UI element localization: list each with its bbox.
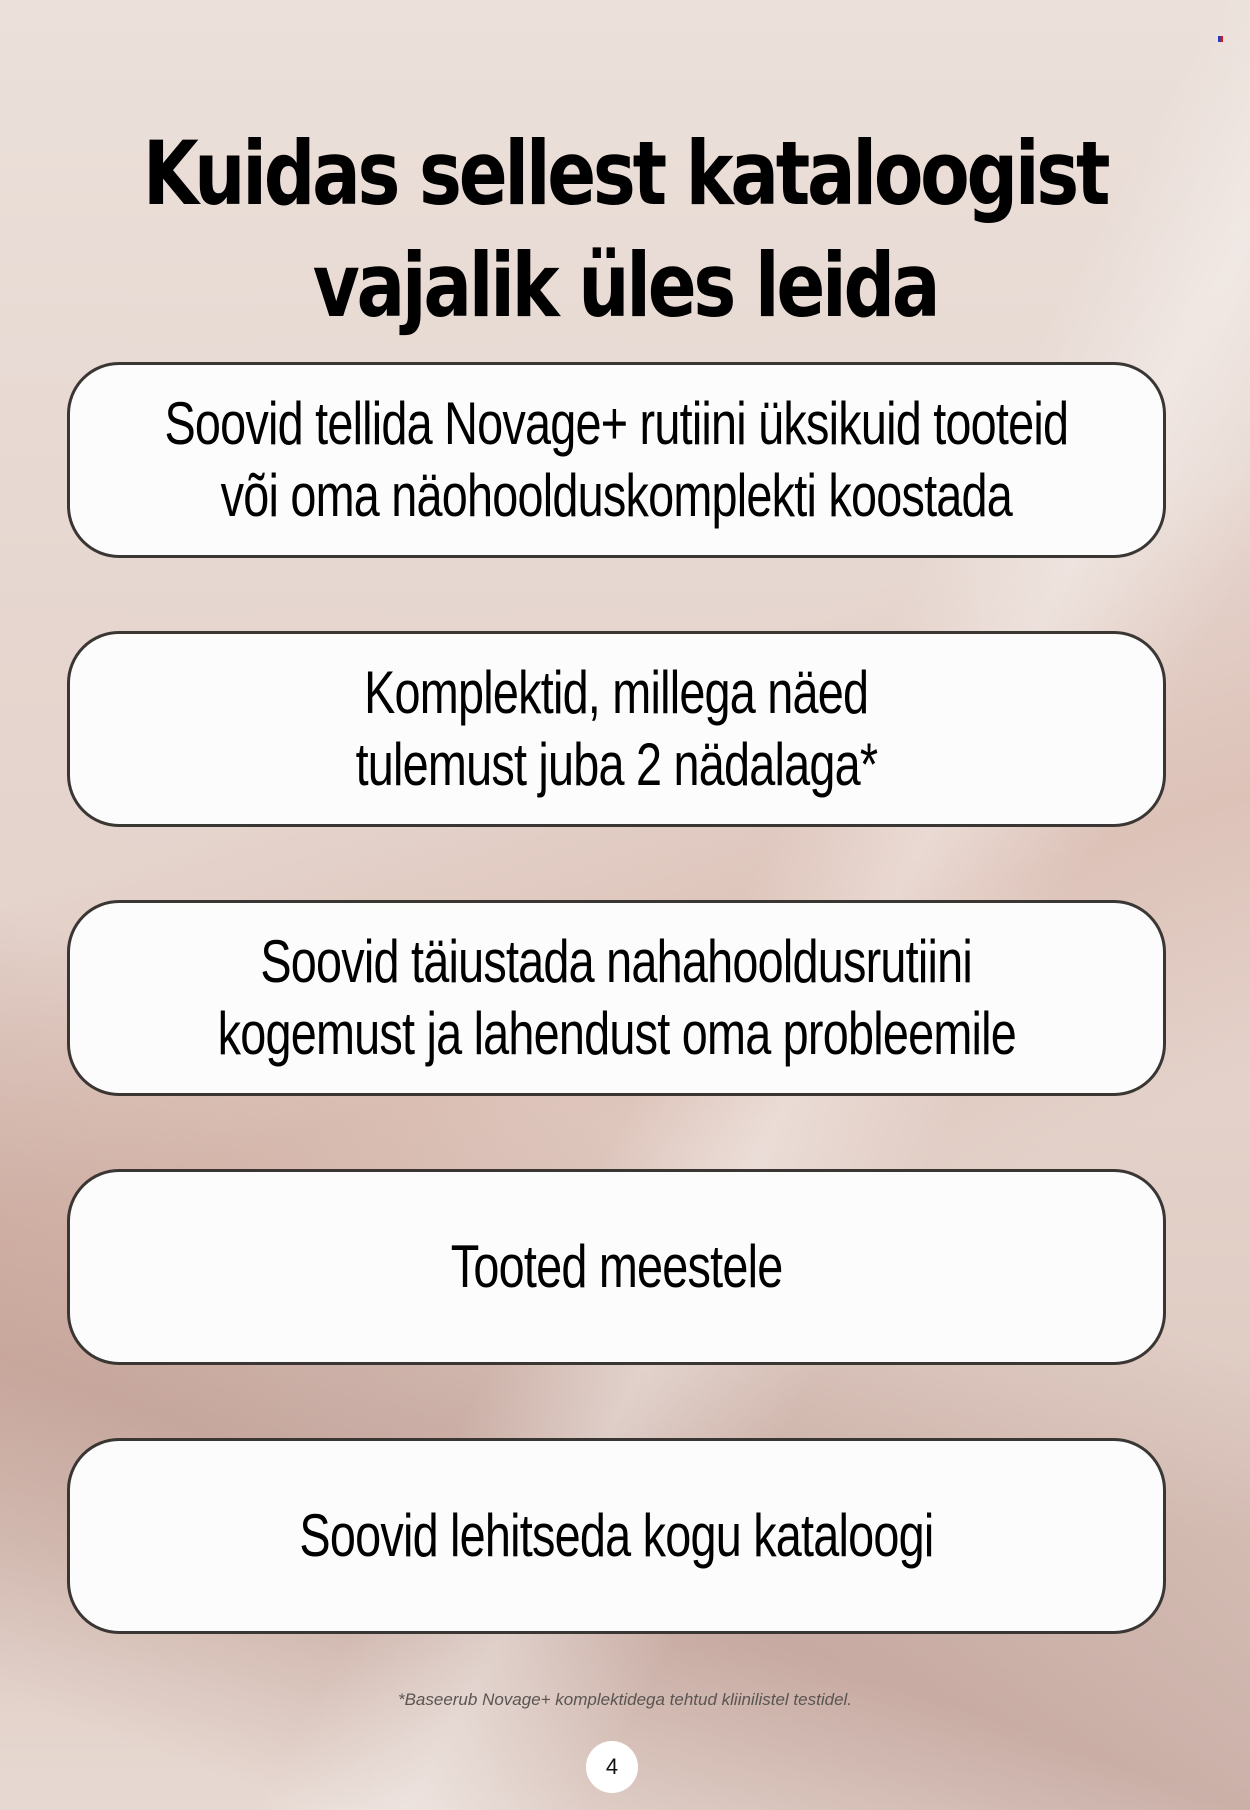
page-number-badge: 4 bbox=[586, 1741, 638, 1793]
option-label: Tooted meestele bbox=[450, 1233, 783, 1300]
option-label: Soovid lehitseda kogu kataloogi bbox=[299, 1502, 934, 1569]
corner-marker-icon bbox=[1218, 36, 1223, 42]
option-label-line-2: tulemust juba 2 nädalaga* bbox=[355, 731, 878, 798]
footnote: *Baseerub Novage+ komplektidega tehtud kliinilistel testidel. bbox=[397, 1690, 853, 1709]
title-line-1: Kuidas sellest kataloogist bbox=[142, 122, 1108, 225]
option-label-line-2: või oma näohoolduskomplekti koostada bbox=[220, 462, 1013, 529]
title-line-2: vajalik üles leida bbox=[312, 234, 938, 337]
option-label-line-1: Soovid tellida Novage+ rutiini üksikuid tooteid bbox=[164, 390, 1069, 457]
option-label-line-1: Soovid täiustada nahahooldusrutiini bbox=[260, 928, 973, 995]
option-browse-catalogue[interactable] bbox=[67, 1438, 1166, 1634]
option-improve-routine[interactable] bbox=[67, 900, 1166, 1096]
option-label-line-2: kogemust ja lahendust oma probleemile bbox=[217, 1000, 1016, 1067]
option-label-line-1: Komplektid, millega näed bbox=[364, 659, 869, 726]
page-title bbox=[113, 118, 1138, 342]
option-products-for-men[interactable] bbox=[67, 1169, 1166, 1365]
option-sets-results[interactable] bbox=[67, 631, 1166, 827]
option-single-products[interactable] bbox=[67, 362, 1166, 558]
